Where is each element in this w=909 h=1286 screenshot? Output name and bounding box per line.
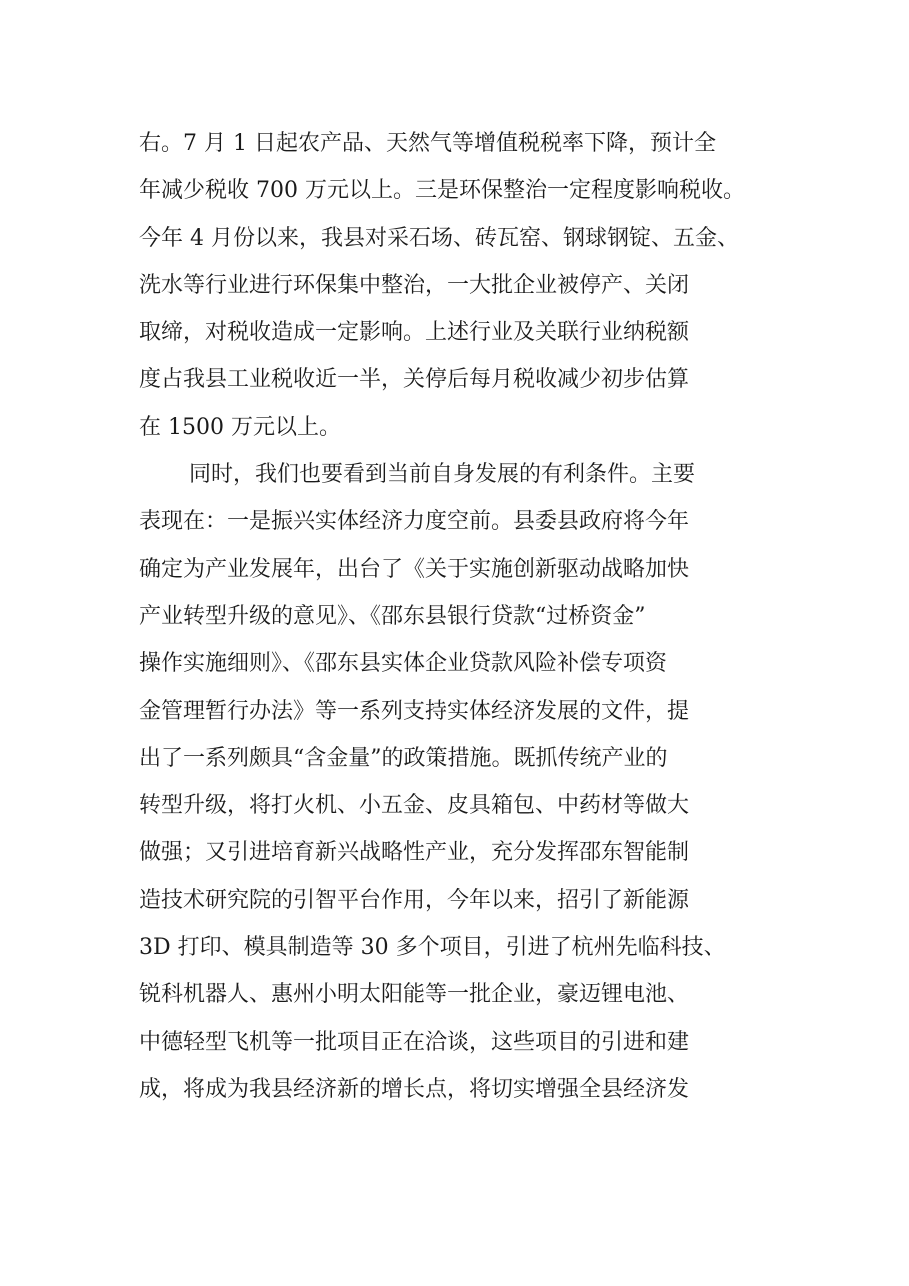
line-text: 锐科机器人、惠州小明太阳能等一批企业，豪迈锂电池、: [139, 982, 690, 1008]
text-line: [139, 640, 779, 687]
line-text: 同时，我们也要看到当前自身发展的有利条件。主要: [189, 462, 696, 488]
line-text: 操作实施细则》、《邵东县实体企业贷款风险补偿专项资: [139, 651, 668, 677]
text-line: [139, 1066, 779, 1113]
line-text: 转型升级，将打火机、小五金、皮具箱包、中药材等做大: [139, 793, 690, 819]
text-line: [139, 167, 779, 214]
body-text: [139, 120, 779, 1113]
text-line: [139, 971, 779, 1018]
text-line: [139, 546, 779, 593]
text-line: [139, 924, 779, 971]
line-text: 年减少税收 700 万元以上。三是环保整治一定程度影响税收。: [139, 178, 745, 204]
text-line: [139, 498, 779, 545]
line-text: 金管理暂行办法》等一系列支持实体经济发展的文件，提: [139, 698, 690, 724]
text-line: [139, 215, 779, 262]
text-line: [139, 735, 779, 782]
line-text: 右。7 月 1 日起农产品、天然气等增值税税率下降，预计全: [139, 131, 716, 156]
text-line: [139, 877, 779, 924]
line-text: 出了一系列颇具“含金量”的政策措施。既抓传统产业的: [139, 745, 668, 771]
text-line: [139, 782, 779, 829]
line-text: 做强；又引进培育新兴战略性产业，充分发挥邵东智能制: [139, 840, 690, 866]
text-line: [139, 404, 779, 451]
text-line: [139, 262, 779, 309]
text-line: [139, 1019, 779, 1066]
line-text: 取缔，对税收造成一定影响。上述行业及关联行业纳税额: [139, 320, 690, 346]
text-line: [139, 829, 779, 876]
line-text: 洗水等行业进行环保集中整治，一大批企业被停产、关闭: [139, 272, 690, 298]
line-text: 在 1500 万元以上。: [139, 414, 341, 440]
line-text: 中德轻型飞机等一批项目正在洽谈，这些项目的引进和建: [139, 1029, 690, 1055]
text-line: [139, 593, 779, 640]
line-text: 今年 4 月份以来，我县对采石场、砖瓦窑、钢球钢锭、五金、: [139, 225, 739, 251]
line-text: 度占我县工业税收近一半，关停后每月税收减少初步估算: [139, 367, 690, 393]
text-line: [139, 688, 779, 735]
text-line: [139, 356, 779, 403]
line-text: 表现在：一是振兴实体经济力度空前。县委县政府将今年: [139, 509, 690, 535]
line-text: 确定为产业发展年，出台了《关于实施创新驱动战略加快: [139, 556, 690, 582]
line-text: 造技术研究院的引智平台作用，今年以来，招引了新能源: [139, 887, 690, 913]
text-line: [139, 309, 779, 356]
text-line: [139, 120, 779, 167]
line-text: 产业转型升级的意见》、《邵东县银行贷款“过桥资金”: [139, 603, 646, 629]
paragraph-first-line: [139, 451, 779, 498]
line-text: 成，将成为我县经济新的增长点，将切实增强全县经济发: [139, 1076, 690, 1102]
line-text: 3D 打印、模具制造等 30 多个项目，引进了杭州先临科技、: [139, 935, 726, 961]
